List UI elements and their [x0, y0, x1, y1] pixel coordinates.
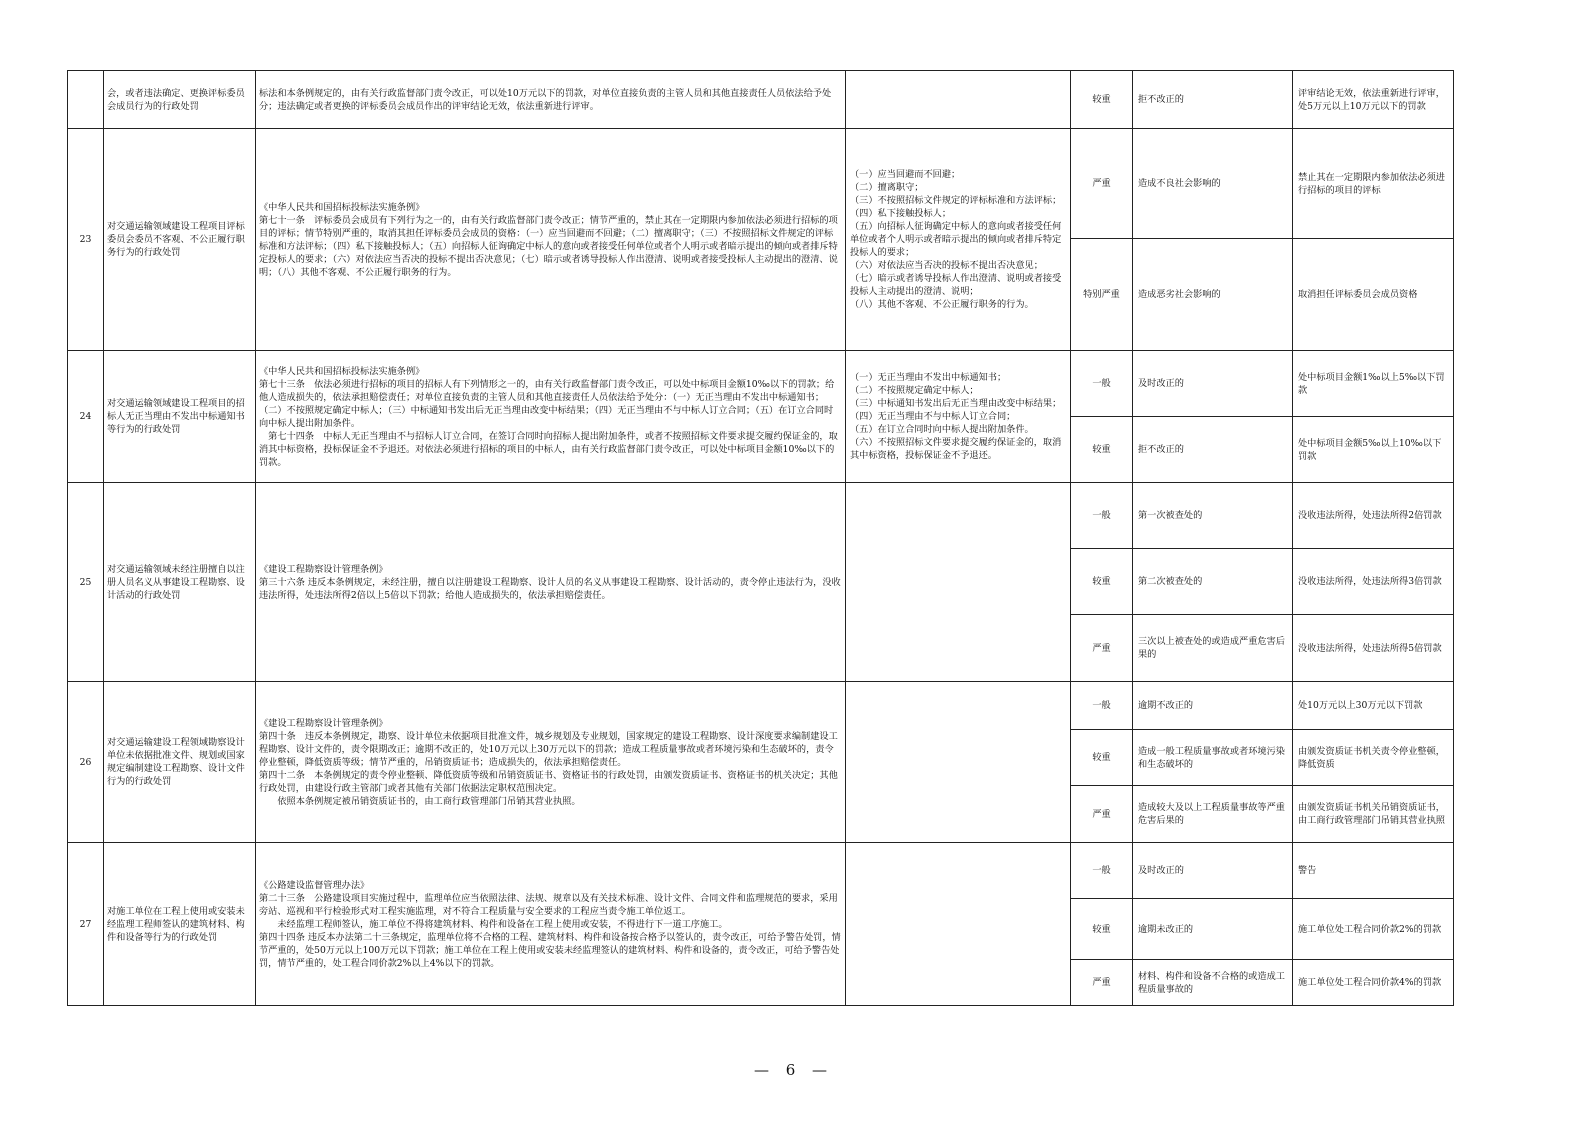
severity-level: 一般: [1071, 682, 1133, 730]
table-row: [68, 129, 1071, 351]
item-name: 会，或者违法确定、更换评标委员会成员行为的行政处罚: [104, 71, 256, 129]
circumstance: 及时改正的: [1133, 351, 1293, 417]
severity-level: 较重: [1071, 417, 1133, 483]
table-row: [1071, 615, 1454, 682]
circumstance: 拒不改正的: [1133, 71, 1293, 129]
legal-basis: 《建设工程勘察设计管理条例》 第四十条 违反本条例规定，勘察、设计单位未依据项目批准文件，城乡规划及专业规划，国家规定的建设工程勘察、设计深度要求编制建设工程勘察、设计文件的，责令限期改正；逾期不改正的，处10万元以上30万元以下的罚款；造成工程质量事故或者环境污染和生态破坏的，责令停业整顿，降低资质等级；情节严重的，吊销资质证书；造成损失的，依法承担赔偿责任。 第四十二条 本条例规定的责令停业整顿、降低资质等级和吊销资质证书、资格证书的行政处罚，由颁发资质证书、资格证书的机关决定；其他行政处罚，由建设行政主管部门或者其他有关部门依据法定职权范围决定。 依照本条例规定被吊销资质证书的，由工商行政管理部门吊销其营业执照。: [256, 682, 846, 843]
table-row: [1071, 843, 1454, 899]
row-number: [68, 71, 104, 129]
penalty: 处10万元以上30万元以下罚款: [1293, 682, 1454, 730]
penalty: 没收违法所得，处违法所得2倍罚款: [1293, 483, 1454, 549]
circumstance: 及时改正的: [1133, 843, 1293, 899]
table-row: [1071, 682, 1454, 730]
circumstance: 造成较大及以上工程质量事故等严重危害后果的: [1133, 786, 1293, 843]
legal-basis: 《中华人民共和国招标投标法实施条例》 第七十一条 评标委员会成员有下列行为之一的，由有关行政监督部门责令改正；情节严重的，禁止其在一定期限内参加依法必须进行招标的项目的评标；情节特别严重的，取消其担任评标委员会成员的资格：（一）应当回避而不回避；（二）擅离职守；（三）不按照招标文件规定的评标标准和方法评标；（四）私下接触投标人；（五）向招标人征询确定中标人的意向或者接受任何单位或者个人明示或者暗示提出的倾向或者排斥特定投标人的要求；（六）对依法应当否决的投标不提出否决意见；（七）暗示或者诱导投标人作出澄清、说明或者接受投标人主动提出的澄清、说明；（八）其他不客观、不公正履行职务的行为。: [256, 129, 846, 351]
table-row: [1071, 351, 1454, 417]
page-number: — 6 —: [753, 1061, 834, 1079]
severity-level: 严重: [1071, 786, 1133, 843]
table-row: [1071, 71, 1454, 129]
circumstance: 材料、构件和设备不合格的或造成工程质量事故的: [1133, 960, 1293, 1006]
item-name: 对交通运输建设工程领域勘察设计单位未依据批准文件、规划或国家规定编制建设工程勘察、设计文件行为的行政处罚: [104, 682, 256, 843]
severity-level: 严重: [1071, 129, 1133, 239]
circumstance: 三次以上被查处的或造成严重危害后果的: [1133, 615, 1293, 682]
severity-level: 严重: [1071, 960, 1133, 1006]
table-row: [1071, 239, 1454, 351]
severity-level: 特别严重: [1071, 239, 1133, 351]
row-number: 25: [68, 483, 104, 682]
penalty: 由颁发资质证书机关责令停业整顿，降低资质: [1293, 730, 1454, 786]
circumstance: 拒不改正的: [1133, 417, 1293, 483]
severity-level: 严重: [1071, 615, 1133, 682]
item-name: 对施工单位在工程上使用或安装未经监理工程师签认的建筑材料、构件和设备等行为的行政处罚: [104, 843, 256, 1006]
legal-basis: 《公路建设监督管理办法》 第二十三条 公路建设项目实施过程中，监理单位应当依照法律、法规、规章以及有关技术标准、设计文件、合同文件和监理规范的要求，采用旁站、巡视和平行检验形式对工程实施监理，对不符合工程质量与安全要求的工程应当责令施工单位返工。 未经监理工程师签认，施工单位不得将建筑材料、构件和设备在工程上使用或安装，不得进行下一道工序施工。 第四十四条 违反本办法第二十三条规定，监理单位将不合格的工程、建筑材料、构件和设备按合格予以签认的，责令改正，可给予警告处罚，情节严重的，处50万元以上100万元以下罚款；施工单位在工程上使用或安装未经监理签认的建筑材料、构件和设备的，责令改正，可给予警告处罚，情节严重的，处工程合同价款2%以上4%以下的罚款。: [256, 843, 846, 1006]
severity-level: 较重: [1071, 730, 1133, 786]
table-row: [1071, 483, 1454, 549]
severity-level: 较重: [1071, 71, 1133, 129]
item-name: 对交通运输领域建设工程项目的招标人无正当理由不发出中标通知书等行为的行政处罚: [104, 351, 256, 483]
table-row: [1071, 417, 1454, 483]
severity-level: 较重: [1071, 549, 1133, 615]
row-number: 26: [68, 682, 104, 843]
penalty: 警告: [1293, 843, 1454, 899]
table-row: [1071, 129, 1454, 239]
conditions: [846, 483, 1071, 682]
penalty: 没收违法所得，处违法所得5倍罚款: [1293, 615, 1454, 682]
legal-basis: 《中华人民共和国招标投标法实施条例》 第七十三条 依法必须进行招标的项目的招标人有下列情形之一的，由有关行政监督部门责令改正，可以处中标项目金额10‰以下的罚款；给他人造成损失的，依法承担赔偿责任；对单位直接负责的主管人员和其他直接责任人员依法给予处分：（一）无正当理由不发出中标通知书；（二）不按照规定确定中标人；（三）中标通知书发出后无正当理由改变中标结果；（四）无正当理由不与中标人订立合同；（五）在订立合同时向中标人提出附加条件。 第七十四条 中标人无正当理由不与招标人订立合同，在签订合同时向招标人提出附加条件，或者不按照招标文件要求提交履约保证金的，取消其中标资格，投标保证金不予退还。对依法必须进行招标的项目的中标人，由有关行政监督部门责令改正，可以处中标项目金额10‰以下的罚款。: [256, 351, 846, 483]
conditions: （一）无正当理由不发出中标通知书； （二）不按照规定确定中标人； （三）中标通知书发出后无正当理由改变中标结果； （四）无正当理由不与中标人订立合同； （五）在订立合同时向中标人提出附加条件。 （六）不按照招标文件要求提交履约保证金的，取消其中标资格，投标保证金不予退还。: [846, 351, 1071, 483]
circumstance: 逾期不改正的: [1133, 682, 1293, 730]
table-row: [68, 843, 1071, 1006]
penalty: 由颁发资质证书机关吊销资质证书，由工商行政管理部门吊销其营业执照: [1293, 786, 1454, 843]
legal-basis: 标法和本条例规定的，由有关行政监督部门责令改正，可以处10万元以下的罚款，对单位直接负责的主管人员和其他直接责任人员依法给予处分；违法确定或者更换的评标委员会成员作出的评审结论无效，依法重新进行评审。: [256, 71, 846, 129]
table-row: [68, 682, 1071, 843]
circumstance: 第二次被查处的: [1133, 549, 1293, 615]
table-row: [1071, 960, 1454, 1006]
penalty-basis-table: [67, 70, 1071, 1006]
penalty: 施工单位处工程合同价款4%的罚款: [1293, 960, 1454, 1006]
severity-level: 一般: [1071, 843, 1133, 899]
row-number: 24: [68, 351, 104, 483]
severity-level: 较重: [1071, 899, 1133, 960]
severity-level: 一般: [1071, 351, 1133, 417]
circumstance: 造成不良社会影响的: [1133, 129, 1293, 239]
item-name: 对交通运输领域未经注册擅自以注册人员名义从事建设工程勘察、设计活动的行政处罚: [104, 483, 256, 682]
legal-basis: 《建设工程勘察设计管理条例》 第三十六条 违反本条例规定，未经注册，擅自以注册建设工程勘察、设计人员的名义从事建设工程勘察、设计活动的，责令停止违法行为，没收违法所得，处违法所得2倍以上5倍以下罚款；给他人造成损失的，依法承担赔偿责任。: [256, 483, 846, 682]
table-row: [1071, 730, 1454, 786]
conditions: [846, 682, 1071, 843]
penalty: 施工单位处工程合同价款2%的罚款: [1293, 899, 1454, 960]
table-row: [1071, 549, 1454, 615]
penalty: 禁止其在一定期限内参加依法必须进行招标的项目的评标: [1293, 129, 1454, 239]
circumstance: 造成恶劣社会影响的: [1133, 239, 1293, 351]
conditions: [846, 843, 1071, 1006]
severity-level: 一般: [1071, 483, 1133, 549]
table-row: [1071, 786, 1454, 843]
penalty-level-table: [1070, 70, 1454, 1006]
table-row: [68, 351, 1071, 483]
penalty: 处中标项目金额1‰以上5‰以下罚款: [1293, 351, 1454, 417]
penalty: 取消担任评标委员会成员资格: [1293, 239, 1454, 351]
circumstance: 第一次被查处的: [1133, 483, 1293, 549]
penalty: 没收违法所得，处违法所得3倍罚款: [1293, 549, 1454, 615]
circumstance: 造成一般工程质量事故或者环境污染和生态破坏的: [1133, 730, 1293, 786]
penalty: 处中标项目金额5‰以上10‰以下罚款: [1293, 417, 1454, 483]
circumstance: 逾期未改正的: [1133, 899, 1293, 960]
penalty: 评审结论无效，依法重新进行评审，处5万元以上10万元以下的罚款: [1293, 71, 1454, 129]
item-name: 对交通运输领域建设工程项目评标委员会委员不客观、不公正履行职务行为的行政处罚: [104, 129, 256, 351]
table-row: [68, 483, 1071, 682]
conditions: （一）应当回避而不回避； （二）擅离职守； （三）不按照招标文件规定的评标标准和方法评标； （四）私下接触投标人； （五）向招标人征询确定中标人的意向或者接受任何单位或者个人明示或者暗示提出的倾向或者排斥特定投标人的要求； （六）对依法应当否决的投标不提出否决意见； （七）暗示或者诱导投标人作出澄清、说明或者接受投标人主动提出的澄清、说明； （八）其他不客观、不公正履行职务的行为。: [846, 129, 1071, 351]
table-row: [1071, 899, 1454, 960]
table-row: [68, 71, 1071, 129]
conditions: [846, 71, 1071, 129]
row-number: 27: [68, 843, 104, 1006]
row-number: 23: [68, 129, 104, 351]
